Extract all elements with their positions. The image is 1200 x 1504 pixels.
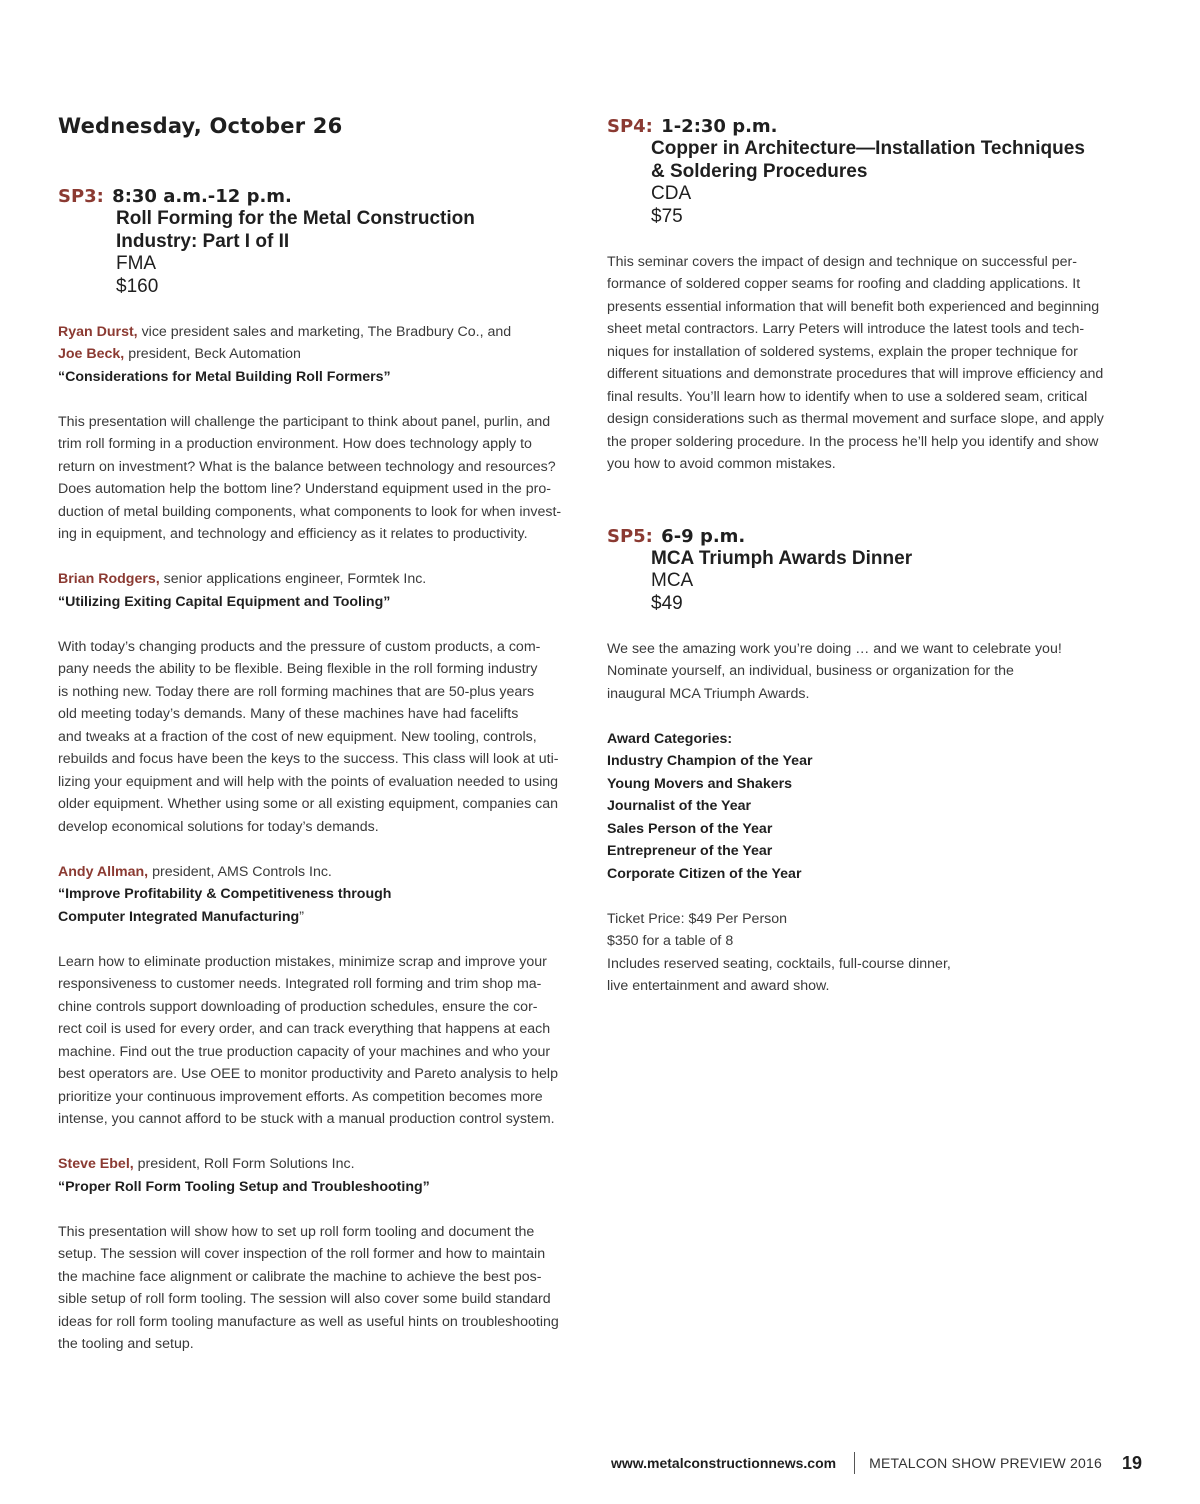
description-line: We see the amazing work you’re doing … and we want to celebrate you! xyxy=(607,640,1062,657)
day-heading: Wednesday, October 26 xyxy=(58,114,343,138)
session-title-line: Roll Forming for the Metal Construction xyxy=(116,208,475,229)
speaker-line xyxy=(58,321,564,344)
description-line: the machine face alignment or calibrate the machine to achieve the best pos- xyxy=(58,1268,542,1285)
talk-description xyxy=(58,951,564,1131)
talk-description xyxy=(58,411,564,546)
ticket-info xyxy=(607,908,1113,998)
session-price: $75 xyxy=(651,205,683,227)
description-line: duction of metal building components, what components to look for when invest- xyxy=(58,503,562,520)
speaker-role: president, Roll Form Solutions Inc. xyxy=(133,1156,355,1172)
description-line: ideas for roll form tooling manufacture as well as useful hints on troubleshooting xyxy=(58,1313,559,1330)
speaker-name: Joe Beck, xyxy=(58,346,125,362)
description-line: rect coil is used for every order, and can track everything that happens at each xyxy=(58,1021,551,1037)
category-item: Young Movers and Shakers xyxy=(607,775,793,792)
speaker-line xyxy=(58,861,564,884)
session-price: $49 xyxy=(651,592,683,614)
session-time: 6-9 p.m. xyxy=(661,525,746,547)
page-number: 19 xyxy=(1121,1452,1142,1473)
talk-title: “Proper Roll Form Tooling Setup and Troubleshooting” xyxy=(58,1178,430,1195)
footer-publication: METALCON SHOW PREVIEW 2016 xyxy=(869,1455,1102,1471)
session-header xyxy=(607,526,1113,548)
session-details xyxy=(607,548,1113,616)
talk-title: “Considerations for Metal Building Roll Formers” xyxy=(58,368,391,385)
description-line: inaugural MCA Triumph Awards. xyxy=(607,685,810,702)
session-code: SP3: xyxy=(58,186,104,207)
session-header xyxy=(607,116,1113,138)
ticket-line: $350 for a table of 8 xyxy=(607,933,734,949)
description-line: prioritize your continuous improvement efforts. As competition becomes more xyxy=(58,1088,543,1105)
speaker-name: Andy Allman, xyxy=(58,863,149,880)
description-line: setup. The session will cover inspection of the roll former and how to maintain xyxy=(58,1246,546,1262)
description-line: and tweaks at a fraction of the cost of new equipment. New tooling, controls, xyxy=(58,728,537,745)
description-line: final results. You’ll learn how to identify when to use a soldered seam, critical xyxy=(607,388,1088,405)
left-column xyxy=(58,112,564,1356)
session-description xyxy=(607,251,1113,476)
talk-title: Computer Integrated Manufacturing xyxy=(58,908,300,925)
description-line: niques for installation of soldered systems, explain the proper technique for xyxy=(607,343,1078,360)
description-line: With today’s changing products and the pressure of custom products, a com- xyxy=(58,638,541,655)
description-line: old meeting today’s demands. Many of these machines have had facelifts xyxy=(58,706,519,722)
description-line: machine. Find out the true production capacity of your machines and who your xyxy=(58,1043,551,1060)
speaker-name: Brian Rodgers, xyxy=(58,571,160,587)
page-footer xyxy=(611,1450,1142,1476)
speaker-name: Steve Ebel, xyxy=(58,1156,134,1172)
description-line: pany needs the ability to be flexible. Being flexible in the roll forming industry xyxy=(58,661,538,677)
session-intro xyxy=(607,638,1113,706)
talk-title-line xyxy=(58,906,564,929)
speaker-role: vice president sales and marketing, The Bradbury Co., and xyxy=(137,323,512,340)
description-line: sible setup of roll form tooling. The session will also cover some build standard xyxy=(58,1291,551,1307)
description-line: return on investment? What is the balance between technology and resources? xyxy=(58,458,556,475)
description-line: Does automation help the bottom line? Understand equipment used in the pro- xyxy=(58,481,551,497)
description-line: Nominate yourself, an individual, business or organization for the xyxy=(607,663,1014,679)
session-details xyxy=(58,208,564,298)
description-line: is nothing new. Today there are roll forming machines that are 50-plus years xyxy=(58,683,535,700)
description-line: the tooling and setup. xyxy=(58,1336,194,1352)
speaker-line xyxy=(58,343,564,366)
session-title-line: Industry: Part I of II xyxy=(116,230,290,252)
description-line: you how to avoid common mistakes. xyxy=(607,456,836,472)
session-code: SP4: xyxy=(607,116,653,137)
description-line: ing in equipment, and technology and efficiency as it relates to productivity. xyxy=(58,526,528,542)
description-line: older equipment. Whether using some or all existing equipment, companies can xyxy=(58,796,558,812)
session-title-line: MCA Triumph Awards Dinner xyxy=(651,547,913,569)
category-item: Entrepreneur of the Year xyxy=(607,843,773,859)
category-item: Corporate Citizen of the Year xyxy=(607,865,802,882)
session-sp5 xyxy=(607,526,1113,616)
talk-description xyxy=(58,1221,564,1356)
description-line: intense, you cannot afford to be stuck with a manual production control system. xyxy=(58,1111,555,1127)
ticket-line: live entertainment and award show. xyxy=(607,978,830,994)
description-line: chine controls support downloading of production schedules, ensure the cor- xyxy=(58,998,538,1015)
description-line: This seminar covers the impact of design and technique on successful per- xyxy=(607,253,1078,270)
session-title-line: Copper in Architecture—Installation Techniques xyxy=(651,138,1085,159)
speaker-role: senior applications engineer, Formtek Inc. xyxy=(159,571,427,587)
footer-divider xyxy=(854,1452,855,1474)
session-time: 8:30 a.m.-12 p.m. xyxy=(112,186,292,207)
description-line: develop economical solutions for today’s demands. xyxy=(58,818,379,835)
description-line: design considerations such as thermal movement and surface slope, and apply xyxy=(607,411,1104,427)
session-time: 1-2:30 p.m. xyxy=(661,116,778,137)
description-line: This presentation will show how to set up roll form tooling and document the xyxy=(58,1223,535,1240)
description-line: different situations and demonstrate procedures that will improve efficiency and xyxy=(607,366,1104,382)
award-categories xyxy=(607,728,1113,886)
right-column xyxy=(607,116,1113,998)
description-line: sheet metal contractors. Larry Peters will introduce the latest tools and tech- xyxy=(607,321,1085,337)
session-org: CDA xyxy=(651,183,692,204)
footer-url: www.metalconstructionnews.com xyxy=(610,1455,837,1471)
session-sp4 xyxy=(607,116,1113,228)
speaker-name: Ryan Durst, xyxy=(58,323,138,340)
ticket-line: Includes reserved seating, cocktails, full-course dinner, xyxy=(607,955,951,972)
session-title-line: & Soldering Procedures xyxy=(651,160,868,182)
description-line: trim roll forming in a production environment. How does technology apply to xyxy=(58,436,532,452)
session-org: MCA xyxy=(651,570,694,591)
talk-title: “Utilizing Exiting Capital Equipment and Tooling” xyxy=(58,593,391,610)
category-item: Industry Champion of the Year xyxy=(607,753,813,769)
session-org: FMA xyxy=(116,253,157,274)
speaker-role: president, Beck Automation xyxy=(124,346,301,362)
session-details xyxy=(607,138,1113,228)
talk-title: “Improve Profitability & Competitiveness through xyxy=(58,886,392,902)
ticket-line: Ticket Price: $49 Per Person xyxy=(607,910,788,927)
description-line: rebuilds and focus have been the keys to the success. This class will look at uti- xyxy=(58,751,559,767)
categories-heading: Award Categories: xyxy=(607,730,733,747)
description-line: presents essential information that will benefit both experienced and beginning xyxy=(607,298,1100,315)
description-line: Learn how to eliminate production mistakes, minimize scrap and improve your xyxy=(58,953,547,970)
description-line: formance of soldered copper seams for roofing and cladding applications. It xyxy=(607,276,1081,292)
talk-description xyxy=(58,636,564,839)
session-sp3 xyxy=(58,186,564,298)
session-header xyxy=(58,186,564,208)
session-price: $160 xyxy=(116,275,159,297)
category-item: Sales Person of the Year xyxy=(607,820,773,837)
category-item: Journalist of the Year xyxy=(607,798,752,814)
description-line: best operators are. Use OEE to monitor productivity and Pareto analysis to help xyxy=(58,1066,558,1082)
description-line: lizing your equipment and will help with the points of evaluation needed to using xyxy=(58,773,559,790)
description-line: responsiveness to customer needs. Integrated roll forming and trim shop ma- xyxy=(58,976,542,992)
description-line: This presentation will challenge the participant to think about panel, purlin, and xyxy=(58,413,551,430)
speaker-line xyxy=(58,1153,564,1176)
speaker-line xyxy=(58,568,564,591)
talk-title-quote: ” xyxy=(299,908,304,925)
session-code: SP5: xyxy=(607,525,653,547)
description-line: the proper soldering procedure. In the process he’ll help you identify and show xyxy=(607,433,1099,450)
speaker-role: president, AMS Controls Inc. xyxy=(148,863,332,880)
